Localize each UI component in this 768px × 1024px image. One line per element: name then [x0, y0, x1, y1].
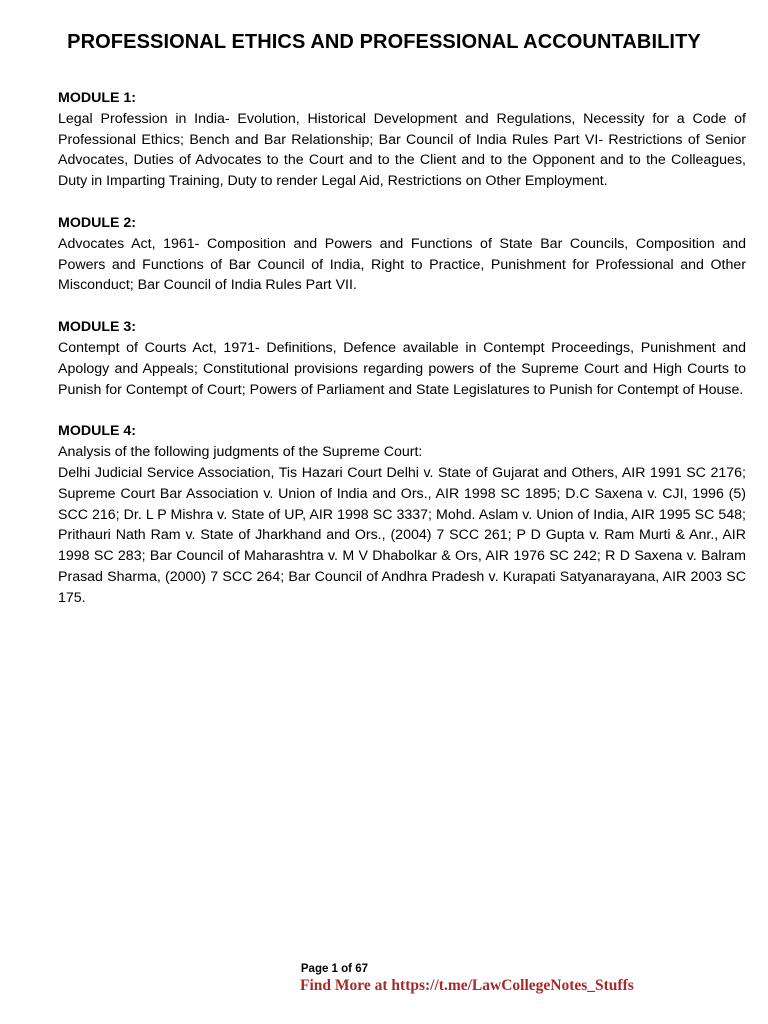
module-heading: MODULE 2: — [58, 214, 137, 231]
module-2 — [58, 213, 746, 296]
module-1 — [58, 88, 746, 192]
module-body: Contempt of Courts Act, 1971- Definitions, Defence available in Contempt Proceedings, Punishment and Apology and Appeals; Constitutional provisions regarding powers of the Supreme Court and High Courts to Punish for Contempt of Court; Powers of Parliament and State Legislatures to Punish for Contempt of House. — [58, 339, 746, 398]
module-heading: MODULE 1: — [58, 90, 137, 106]
module-body: Delhi Judicial Service Association, Tis Hazari Court Delhi v. State of Gujarat and Others, AIR 1991 SC 2176; Supreme Court Bar Association v. Union of India and Ors., AIR 1998 SC 1895; D.C Saxena v. CJI, 1996 (5) SCC 216; Dr. L P Mishra v. State of UP, AIR 1998 SC 3337; Mohd. Aslam v. Union of India, AIR 1995 SC 548; Prithauri Nath Ram v. State of Jharkhand and Ors., (2004) 7 SCC 261; P D Gupta v. Ram Murti & Anr., AIR 1998 SC 283; Bar Council of Maharashtra v. M V Dhabolkar & Ors, AIR 1976 SC 242; R D Saxena v. Balram Prasad Sharma, (2000) 7 SCC 264; Bar Council of Andhra Pradesh v. Kurapati Satyanarayana, AIR 2003 SC 175. — [58, 464, 746, 606]
module-body: Legal Profession in India- Evolution, Historical Development and Regulations, Necessity for a Code of Professional Ethics; Bench and Bar Relationship; Bar Council of India Rules Part VI- Restrictions of Senior Advocates, Duties of Advocates to the Court and to the Client and to the Opponent and to the Colleagues, Duty in Imparting Training, Duty to render Legal Aid, Restrictions on Other Employment. — [58, 110, 746, 190]
module-3 — [58, 317, 746, 400]
document-title: PROFESSIONAL ETHICS AND PROFESSIONAL ACCOUNTABILITY — [67, 31, 701, 53]
telegram-link[interactable]: Find More at https://t.me/LawCollegeNotes_Stuffs — [300, 977, 634, 994]
module-body: Advocates Act, 1961- Composition and Powers and Functions of State Bar Councils, Composition and Powers and Functions of Bar Council of India, Right to Practice, Punishment for Professional and Other Misconduct; Bar Council of India Rules Part VII. — [58, 235, 746, 294]
page-number: Page 1 of 67 — [300, 963, 368, 975]
module-heading: MODULE 4: — [58, 423, 137, 440]
module-list — [58, 88, 746, 630]
module-heading: MODULE 3: — [58, 319, 137, 336]
module-4 — [58, 421, 746, 608]
module-intro: Analysis of the following judgments of the Supreme Court: — [58, 444, 423, 461]
